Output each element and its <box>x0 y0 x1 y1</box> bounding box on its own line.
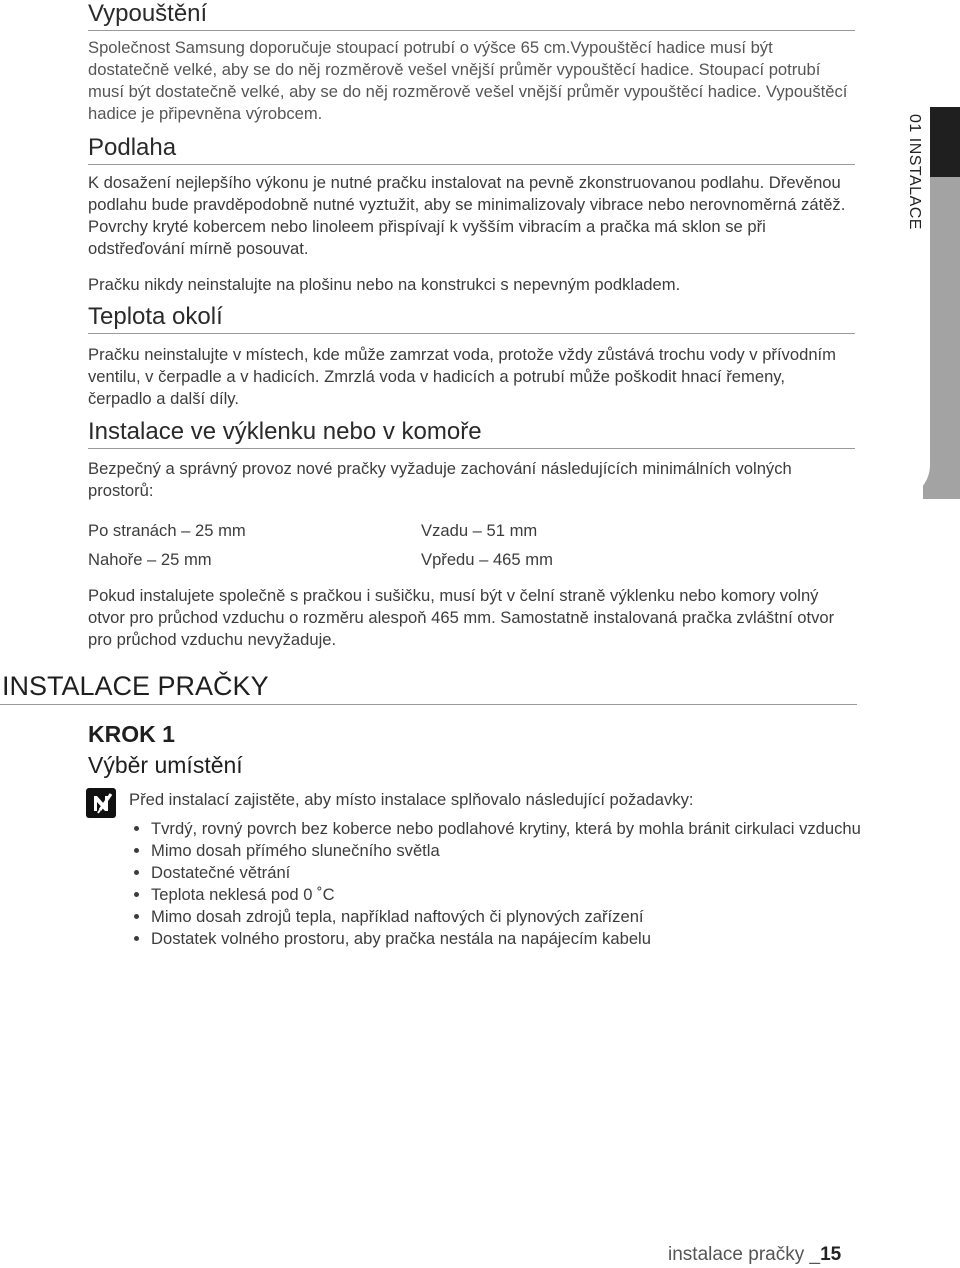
dim-vzadu: Vzadu – 51 mm <box>421 521 538 540</box>
list-item: • Dostatek volného prostoru, aby pračka nestála na napájecím kabelu <box>151 928 881 950</box>
dim-po-stranach: Po stranách – 25 mm <box>88 521 246 540</box>
list-item: • Mimo dosah přímého slunečního světla <box>151 840 881 862</box>
list-item: • Dostatečné větrání <box>151 862 881 884</box>
requirements-list <box>128 818 881 950</box>
footer-label: instalace pračky _ <box>668 1244 821 1265</box>
list-item: • Teplota neklesá pod 0 ˚C <box>151 884 881 906</box>
section-text-vyklenek-2: Pokud instalujete společně s pračkou i sušičku, musí být v čelní straně výklenku nebo komory volný otvor pro průchod vzduchu o rozměru alespoň 465 mm. Samostatně instalovaná pračka zvláštní otvor pro průchod vzduchu nevyžaduje. <box>88 586 835 649</box>
note-intro: Před instalací zajistěte, aby místo instalace splňovalo následující požadavky: <box>129 790 694 809</box>
dim-vpredu: Vpředu – 465 mm <box>421 550 553 569</box>
section-title-vyklenek: Instalace ve výklenku nebo v komoře <box>88 418 855 449</box>
section-text-vypousteni: Společnost Samsung doporučuje stoupací potrubí o výšce 65 cm.Vypouštěcí hadice musí být dostatečně velké, aby se do něj rozměrově vešel vnější průměr vypouštěcí hadice. Stoupací potrubí musí být dostatečně velké, aby se do něj rozměrově vešel vnější průměr vypouštěcí hadice. Vypouštěcí hadice je připevněna výrobcem. <box>88 38 848 123</box>
list-item: • Mimo dosah zdrojů tepla, například naftových či plynových zařízení <box>151 906 881 928</box>
list-item: • Tvrdý, rovný povrch bez koberce nebo podlahové krytiny, která by mohla bránit cirkulaci vzduchu <box>151 818 881 840</box>
section-text-podlaha: K dosažení nejlepšího výkonu je nutné pračku instalovat na pevně zkonstruovanou podlahu. Dřevěnou podlahu bude pravděpodobně nutné vyztužit, aby se minimalizovaly vibrace nebo nerovnoměrná zátěž. Povrchy kryté kobercem nebo linoleem přispívají k vyšším vibracím a pračka má sklon se při odstřeďování mírně posouvat. <box>88 173 846 258</box>
page-footer <box>668 1244 841 1266</box>
note-pencil-icon <box>86 788 116 818</box>
step-label: KROK 1 <box>88 721 175 747</box>
section-title-podlaha: Podlaha <box>88 134 855 165</box>
page-number: 15 <box>820 1244 842 1265</box>
side-tab-label: 01 INSTALACE <box>906 114 923 230</box>
step-subtitle: Výběr umístění <box>88 752 243 778</box>
section-title-teplota: Teplota okolí <box>88 303 855 334</box>
main-title: INSTALACE PRAČKY <box>0 670 857 705</box>
section-title-vypousteni: Vypouštění <box>88 0 855 31</box>
section-text-teplota: Pračku neinstalujte v místech, kde může zamrzat voda, protože vždy zůstává trochu vody v přívodním ventilu, v čerpadle a v hadicích. Zmrzlá voda v hadicích a potrubí může poškodit hnací řemeny, čerpadlo a další díly. <box>88 345 836 408</box>
section-text-podlaha-2: Pračku nikdy neinstalujte na plošinu nebo na konstrukci s nepevným podkladem. <box>88 275 681 294</box>
note-pencil-icon-graphic <box>86 788 116 818</box>
dim-nahore: Nahoře – 25 mm <box>88 550 212 569</box>
section-text-vyklenek: Bezpečný a správný provoz nové pračky vyžaduje zachování následujících minimálních volných prostorů: <box>88 459 792 500</box>
